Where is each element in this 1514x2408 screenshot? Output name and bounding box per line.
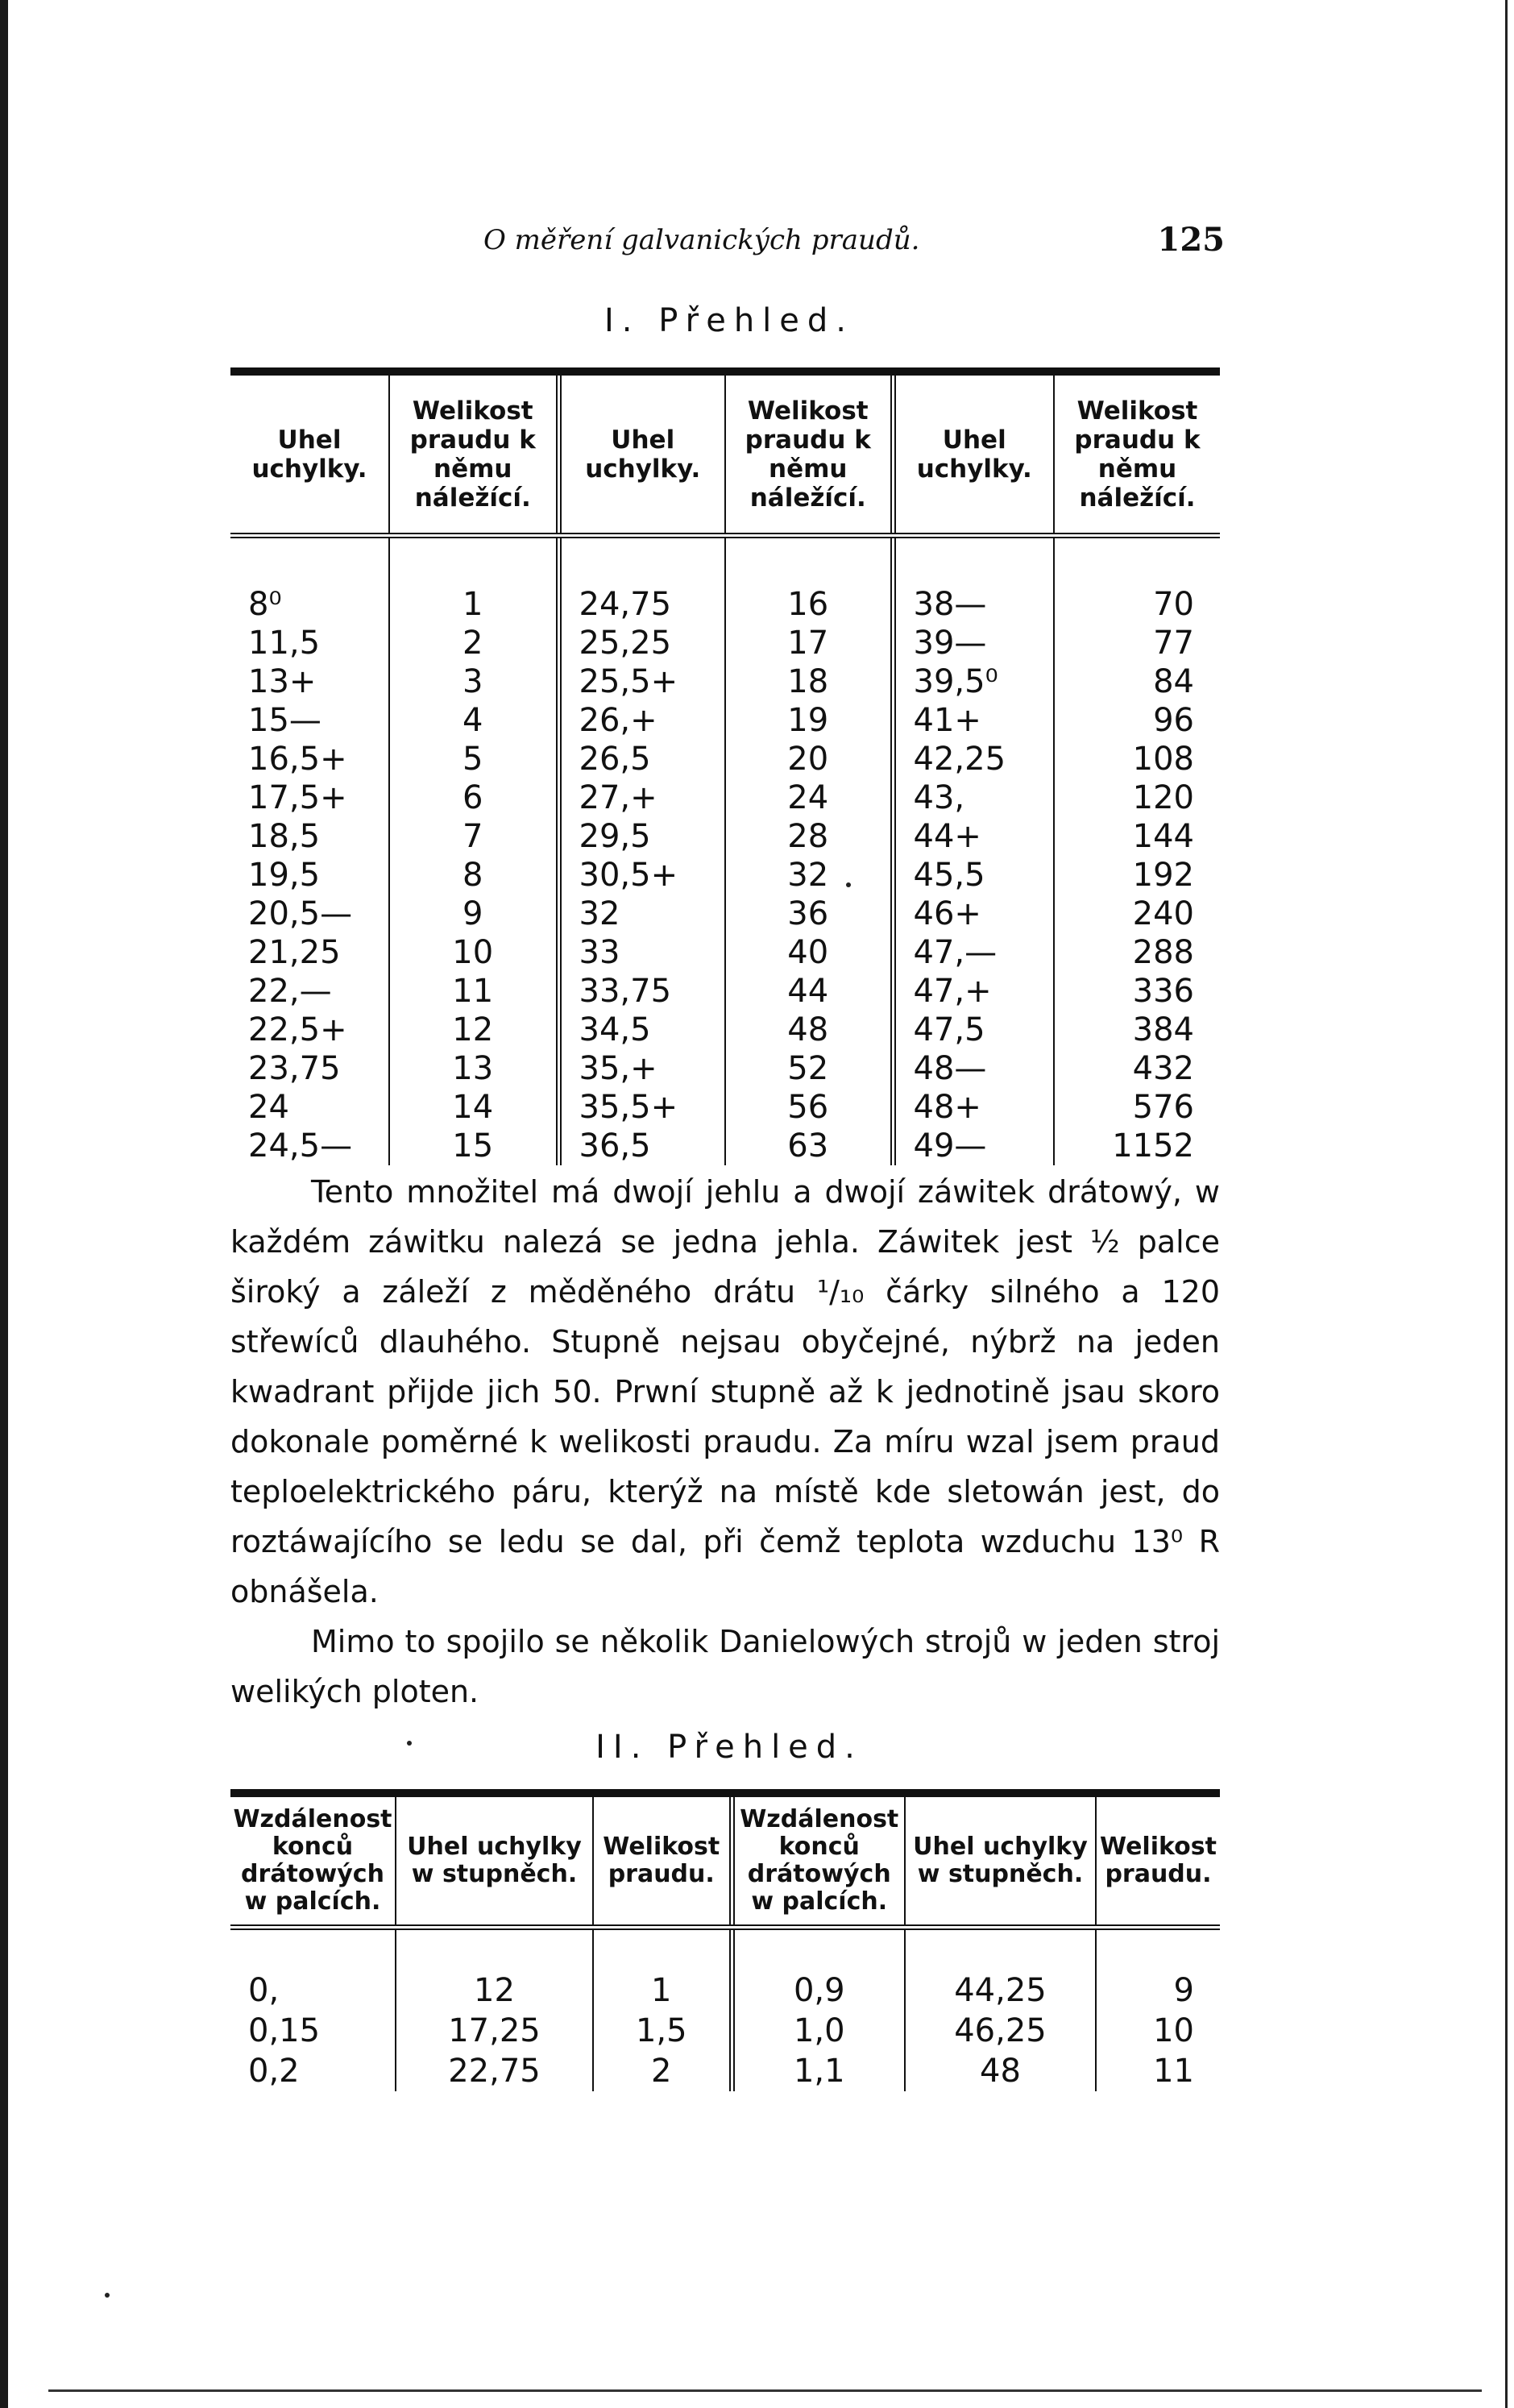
table1-row bbox=[230, 536, 1220, 625]
table1-cell: 5 bbox=[389, 740, 558, 778]
table1-header: Welikost praudu k němu náležící. bbox=[725, 372, 893, 536]
table1-row bbox=[230, 701, 1220, 740]
table2-row bbox=[230, 2011, 1220, 2051]
table1-cell: 48— bbox=[893, 1049, 1054, 1088]
table1-cell: 288 bbox=[1054, 933, 1220, 972]
table2-header: Uhel uchylky w stupněch. bbox=[905, 1793, 1096, 1928]
table1-row bbox=[230, 778, 1220, 817]
table1-cell: 36 bbox=[725, 895, 893, 933]
table1-row bbox=[230, 1088, 1220, 1127]
table1-cell: 25,25 bbox=[558, 624, 725, 662]
table1-cell: 40 bbox=[725, 933, 893, 972]
table1-cell: 22,— bbox=[248, 973, 332, 1010]
table2-cell: 0, bbox=[248, 1972, 280, 2009]
table1-cell: 47,+ bbox=[893, 972, 1054, 1011]
table1-cell: 35,+ bbox=[558, 1049, 725, 1088]
table2-title: II. Přehled. bbox=[595, 1729, 863, 1766]
table1-cell: 96 bbox=[1054, 701, 1220, 740]
body-text bbox=[230, 1167, 1220, 1717]
running-title: O měření galvanických praudů. bbox=[483, 224, 920, 256]
table1-cell: 84 bbox=[1054, 662, 1220, 701]
table1-cell: 14 bbox=[389, 1088, 558, 1127]
table1-cell: 7 bbox=[389, 817, 558, 856]
table1-header: Welikost praudu k němu náležící. bbox=[389, 372, 558, 536]
table2-cell: 46,25 bbox=[905, 2011, 1096, 2051]
table1-cell: 11 bbox=[389, 972, 558, 1011]
table1-cell: 22,5+ bbox=[248, 1011, 347, 1048]
table1-cell: 108 bbox=[1054, 740, 1220, 778]
table2-cell: 22,75 bbox=[396, 2051, 593, 2091]
scan-left-edge bbox=[0, 0, 8, 2408]
table1-cell: 4 bbox=[389, 701, 558, 740]
table2-cell: 1,5 bbox=[593, 2011, 732, 2051]
table1-cell: 19,5 bbox=[248, 857, 321, 894]
table1-row bbox=[230, 817, 1220, 856]
table1-cell: 25,5+ bbox=[558, 662, 725, 701]
table1-cell: 24,75 bbox=[558, 536, 725, 625]
table2-cell: 0,9 bbox=[732, 1928, 905, 2012]
table1-cell: 20 bbox=[725, 740, 893, 778]
table1-cell: 48 bbox=[725, 1011, 893, 1049]
table1-cell: 35,5+ bbox=[558, 1088, 725, 1127]
table2-cell: 48 bbox=[905, 2051, 1096, 2091]
table2-row bbox=[230, 1928, 1220, 2012]
table2-cell: 0,2 bbox=[248, 2053, 300, 2090]
table1-cell: 6 bbox=[389, 778, 558, 817]
table1-row bbox=[230, 856, 1220, 895]
ink-speck bbox=[846, 882, 851, 887]
table1-cell: 17 bbox=[725, 624, 893, 662]
table1-cell: 49— bbox=[893, 1127, 1054, 1165]
table2-header: Uhel uchylky w stupněch. bbox=[396, 1793, 593, 1928]
table1-cell: 70 bbox=[1054, 536, 1220, 625]
table1-cell: 32 bbox=[725, 856, 893, 895]
table1-cell: 120 bbox=[1054, 778, 1220, 817]
table1-cell: 39— bbox=[893, 624, 1054, 662]
table1-cell: 28 bbox=[725, 817, 893, 856]
table1-cell: 15 bbox=[389, 1127, 558, 1165]
table2-cell: 2 bbox=[593, 2051, 732, 2091]
table2 bbox=[230, 1789, 1220, 2091]
ink-speck bbox=[407, 1741, 412, 1746]
table1-cell: 30,5+ bbox=[558, 856, 725, 895]
table1-cell: 12 bbox=[389, 1011, 558, 1049]
table1-cell: 20,5— bbox=[248, 895, 353, 932]
table2-cell: 9 bbox=[1096, 1928, 1220, 2012]
table1-row bbox=[230, 1011, 1220, 1049]
table1-cell: 39,5⁰ bbox=[893, 662, 1054, 701]
table1-cell: 24 bbox=[725, 778, 893, 817]
table1-cell: 48+ bbox=[893, 1088, 1054, 1127]
table1-cell: 1 bbox=[389, 536, 558, 625]
table1-cell: 24,5— bbox=[248, 1127, 353, 1165]
table1-cell: 32 bbox=[558, 895, 725, 933]
table1-cell: 27,+ bbox=[558, 778, 725, 817]
table1-cell: 144 bbox=[1054, 817, 1220, 856]
table1-cell: 18,5 bbox=[248, 818, 321, 855]
table1-cell: 9 bbox=[389, 895, 558, 933]
table1-row bbox=[230, 624, 1220, 662]
table1-cell: 26,5 bbox=[558, 740, 725, 778]
table2-cell: 0,15 bbox=[248, 2012, 321, 2049]
table1-cell: 16 bbox=[725, 536, 893, 625]
table1-cell: 33 bbox=[558, 933, 725, 972]
table1-row bbox=[230, 1049, 1220, 1088]
table1-cell: 10 bbox=[389, 933, 558, 972]
table1-cell: 47,5 bbox=[893, 1011, 1054, 1049]
table1-title: I. Přehled. bbox=[604, 302, 854, 339]
table2-header-row bbox=[230, 1793, 1220, 1928]
table1-cell: 16,5+ bbox=[248, 741, 347, 778]
table1-header: Uhel uchylky. bbox=[230, 372, 389, 536]
table1-header: Uhel uchylky. bbox=[893, 372, 1054, 536]
table1-row bbox=[230, 662, 1220, 701]
page-number: 125 bbox=[1157, 221, 1225, 259]
table1-cell: 1152 bbox=[1054, 1127, 1220, 1165]
table1-cell: 576 bbox=[1054, 1088, 1220, 1127]
table2-header: Wzdálenost konců drátowých w palcích. bbox=[230, 1793, 396, 1928]
scan-right-edge bbox=[1505, 0, 1508, 2408]
table2-cell: 11 bbox=[1096, 2051, 1220, 2091]
table1-cell: 45,5 bbox=[893, 856, 1054, 895]
table1-cell: 11,5 bbox=[248, 625, 321, 662]
table1-cell: 63 bbox=[725, 1127, 893, 1165]
table1-row bbox=[230, 740, 1220, 778]
running-head bbox=[234, 218, 1225, 266]
table1-cell: 336 bbox=[1054, 972, 1220, 1011]
table2-cell: 10 bbox=[1096, 2011, 1220, 2051]
table1-header: Uhel uchylky. bbox=[558, 372, 725, 536]
table1-cell: 8⁰ bbox=[248, 586, 282, 623]
table1-cell: 240 bbox=[1054, 895, 1220, 933]
table1-cell: 15— bbox=[248, 702, 321, 739]
table1-cell: 23,75 bbox=[248, 1050, 341, 1087]
table1-cell: 8 bbox=[389, 856, 558, 895]
table2-header: Wzdálenost konců drátowých w palcích. bbox=[732, 1793, 905, 1928]
table2-cell: 1,1 bbox=[732, 2051, 905, 2091]
table1-cell: 13 bbox=[389, 1049, 558, 1088]
table1-cell: 34,5 bbox=[558, 1011, 725, 1049]
ink-speck bbox=[105, 2293, 110, 2298]
table1-cell: 41+ bbox=[893, 701, 1054, 740]
table1-cell: 17,5+ bbox=[248, 779, 347, 816]
table2-header: Welikost praudu. bbox=[1096, 1793, 1220, 1928]
table1-cell: 13+ bbox=[248, 663, 317, 700]
table1-cell: 19 bbox=[725, 701, 893, 740]
table1 bbox=[230, 367, 1220, 1165]
table2-row bbox=[230, 2051, 1220, 2091]
table2-cell: 1,0 bbox=[732, 2011, 905, 2051]
table1-cell: 26,+ bbox=[558, 701, 725, 740]
table1-cell: 384 bbox=[1054, 1011, 1220, 1049]
table1-cell: 38— bbox=[893, 536, 1054, 625]
table1-cell: 192 bbox=[1054, 856, 1220, 895]
table2-header: Welikost praudu. bbox=[593, 1793, 732, 1928]
table2-cell: 44,25 bbox=[905, 1928, 1096, 2012]
table1-cell: 432 bbox=[1054, 1049, 1220, 1088]
paragraph: Mimo to spojilo se několik Danielowých strojů w jeden stroj welikých ploten. bbox=[230, 1624, 1220, 1709]
table1-cell: 56 bbox=[725, 1088, 893, 1127]
table1-cell: 44+ bbox=[893, 817, 1054, 856]
table1-row bbox=[230, 933, 1220, 972]
table1-header-row bbox=[230, 372, 1220, 536]
table2-cell: 12 bbox=[396, 1928, 593, 2012]
table1-row bbox=[230, 972, 1220, 1011]
scan-bottom-edge bbox=[48, 2389, 1482, 2392]
table1-row bbox=[230, 895, 1220, 933]
table1-cell: 46+ bbox=[893, 895, 1054, 933]
table1-cell: 21,25 bbox=[248, 934, 341, 971]
table1-cell: 2 bbox=[389, 624, 558, 662]
table1-cell: 42,25 bbox=[893, 740, 1054, 778]
table1-cell: 47,— bbox=[893, 933, 1054, 972]
table2-cell: 17,25 bbox=[396, 2011, 593, 2051]
table1-cell: 36,5 bbox=[558, 1127, 725, 1165]
table1-cell: 43, bbox=[893, 778, 1054, 817]
table1-cell: 29,5 bbox=[558, 817, 725, 856]
table2-cell: 1 bbox=[593, 1928, 732, 2012]
table1-cell: 3 bbox=[389, 662, 558, 701]
table1-cell: 33,75 bbox=[558, 972, 725, 1011]
table1-cell: 24 bbox=[248, 1089, 289, 1126]
table1-cell: 18 bbox=[725, 662, 893, 701]
table1-cell: 52 bbox=[725, 1049, 893, 1088]
paragraph: Tento množitel má dwojí jehlu a dwojí záwitek drátowý, w každém záwitku nalezá se jedna jehla. Záwitek jest ½ palce široký a záleží z měděného drátu ¹/₁₀ čárky silného a 120 střewíců dlauhého. Stupně nejsau obyčejné, nýbrž na jeden kwadrant přijde jich 50. Prwní stupně až k jednotině jsau skoro dokonale poměrné k welikosti praudu. Za míru wzal jsem praud teploelektrického páru, kterýž na místě kde sletowán jest, do roztáwajícího se ledu se dal, při čemž teplota wzduchu 13⁰ R obnášela. bbox=[230, 1174, 1220, 1609]
table1-header: Welikost praudu k němu náležící. bbox=[1054, 372, 1220, 536]
table1-cell: 44 bbox=[725, 972, 893, 1011]
table1-row bbox=[230, 1127, 1220, 1165]
table1-cell: 77 bbox=[1054, 624, 1220, 662]
